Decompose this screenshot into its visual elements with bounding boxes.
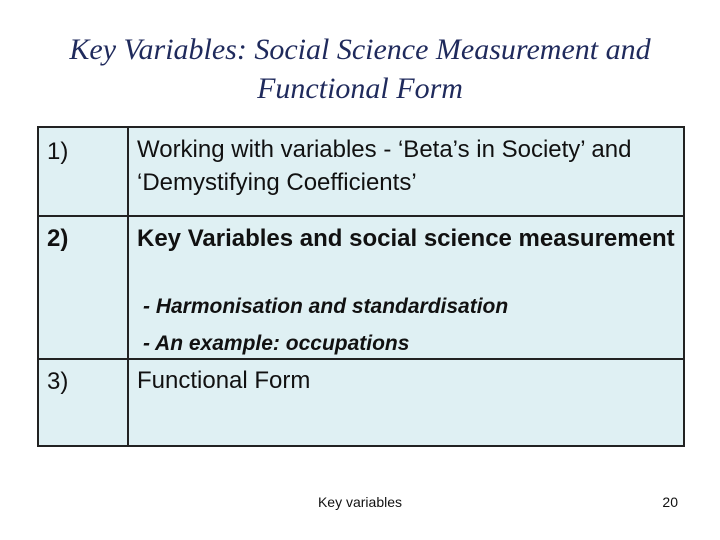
item-1-text: Working with variables - ‘Beta’s in Society’ and ‘Demystifying Coefficients’	[137, 136, 632, 196]
item-2-subitem-1: - Harmonisation and standardisation	[143, 295, 509, 318]
column-divider	[127, 128, 129, 445]
item-2-subitem-2: - An example: occupations	[143, 332, 410, 355]
page-number: 20	[662, 494, 678, 510]
slide-title: Key Variables: Social Science Measurement and Functional Form	[69, 33, 651, 105]
agenda-table	[37, 126, 685, 447]
item-3-number: 3)	[47, 368, 69, 395]
footer-label: Key variables	[317, 494, 403, 510]
item-2-number: 2)	[47, 225, 69, 252]
row-divider	[39, 215, 683, 217]
item-3-text: Functional Form	[137, 367, 311, 394]
item-2-text: Key Variables and social science measurement	[137, 225, 675, 252]
item-1-number: 1)	[47, 138, 69, 165]
